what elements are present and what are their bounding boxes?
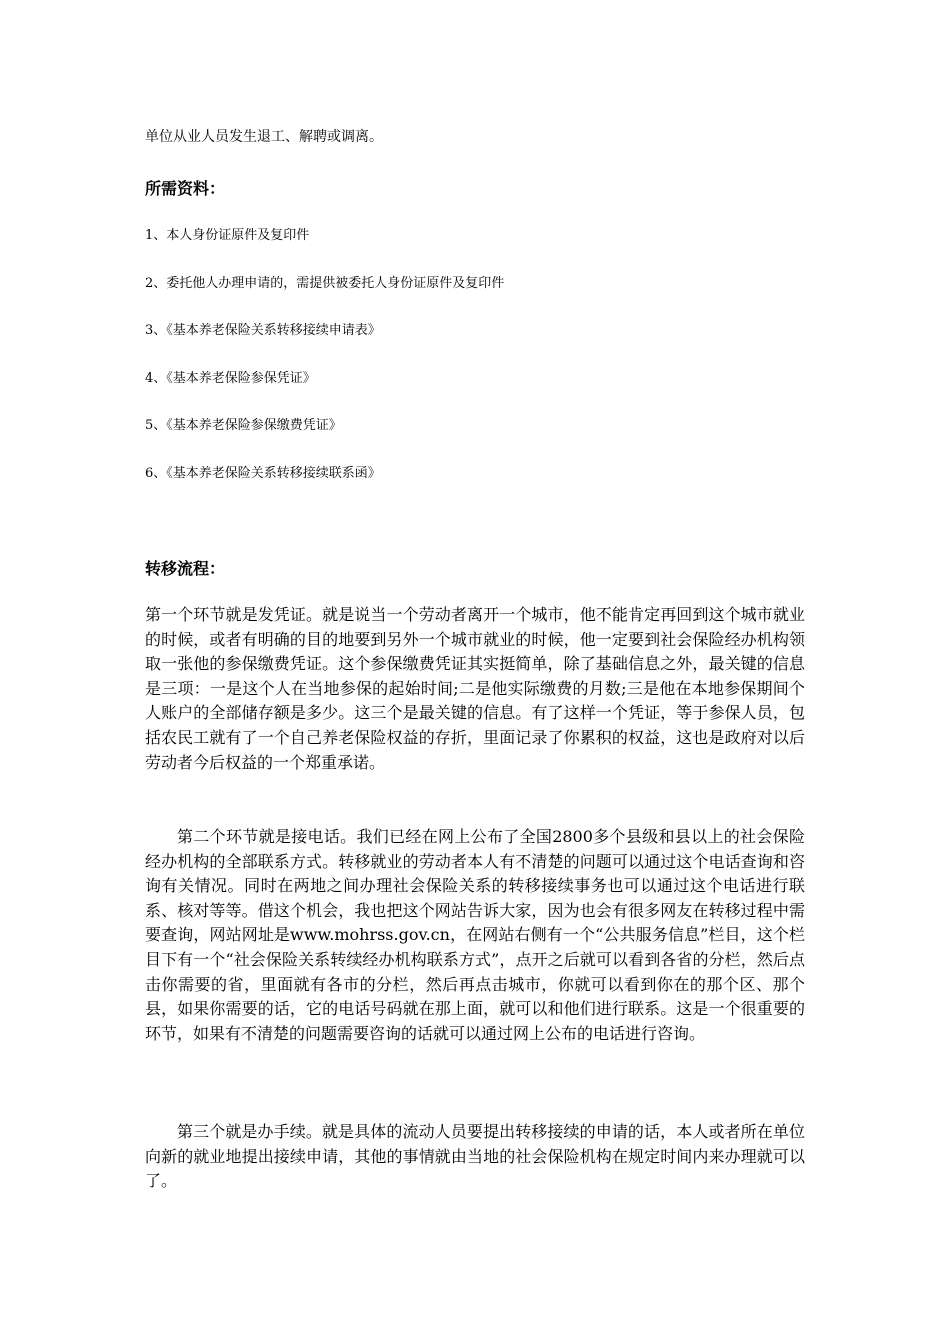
process-paragraph-3: 第三个就是办手续。就是具体的流动人员要提出转移接续的申请的话，本人或者所在单位向新的就业地提出接续申请，其他的事情就由当地的社会保险机构在规定时间内来办理就可以了。 bbox=[145, 1122, 805, 1191]
process-paragraph-1: 第一个环节就是发凭证。就是说当一个劳动者离开一个城市，他不能肯定再回到这个城市就业的时候，或者有明确的目的地要到另外一个城市就业的时候，他一定要到社会保险经办机构领取一张他的参保缴费凭证。这个参保缴费凭证其实挺简单，除了基础信息之外，最关键的信息是三项：一是这个人在当地参保的起始时间;二是他实际缴费的月数;三是他在本地参保期间个人账户的全部储存额是多少。这三个是最关键的信息。有了这样一个凭证，等于参保人员，包括农民工就有了一个自己养老保险权益的存折，里面记录了你累积的权益，这也是政府对以后劳动者今后权益的一个郑重承诺。 bbox=[145, 605, 805, 772]
process-heading: 转移流程： bbox=[145, 559, 226, 578]
list-item: 3、《基本养老保险关系转移接续申请表》 bbox=[145, 323, 381, 339]
list-item: 5、《基本养老保险参保缴费凭证》 bbox=[145, 418, 342, 434]
intro-line: 单位从业人员发生退工、解聘或调离。 bbox=[145, 129, 383, 145]
process-paragraph-2: 第二个环节就是接电话。我们已经在网上公布了全国2800多个县级和县以上的社会保险经办机构的全部联系方式。转移就业的劳动者本人有不清楚的问题可以通过这个电话查询和咨询有关情况。同时在两地之间办理社会保险关系的转移接续事务也可以通过这个电话进行联系、核对等等。借这个机会，我也把这个网站告诉大家，因为也会有很多网友在转移过程中需要查询，网站网址是www.mohrss.gov.cn，在网站右侧有一个“公共服务信息”栏目，这个栏目下有一个“社会保险关系转续经办机构联系方式”，点开之后就可以看到各省的分栏，然后点击你需要的省，里面就有各市的分栏，然后再点击城市，你就可以看到你在的那个区、那个县，如果你需要的话，它的电话号码就在那上面，就可以和他们进行联系。这是一个很重要的环节，如果有不清楚的问题需要咨询的话就可以通过网上公布的电话进行咨询。 bbox=[145, 827, 805, 1043]
materials-list bbox=[145, 226, 845, 512]
materials-heading: 所需资料： bbox=[145, 179, 226, 198]
list-item: 1、本人身份证原件及复印件 bbox=[145, 228, 310, 243]
list-item: 6、《基本养老保险关系转移接续联系函》 bbox=[145, 465, 381, 481]
list-item: 2、委托他人办理申请的，需提供被委托人身份证原件及复印件 bbox=[145, 275, 505, 291]
list-item: 4、《基本养老保险参保凭证》 bbox=[145, 370, 316, 386]
